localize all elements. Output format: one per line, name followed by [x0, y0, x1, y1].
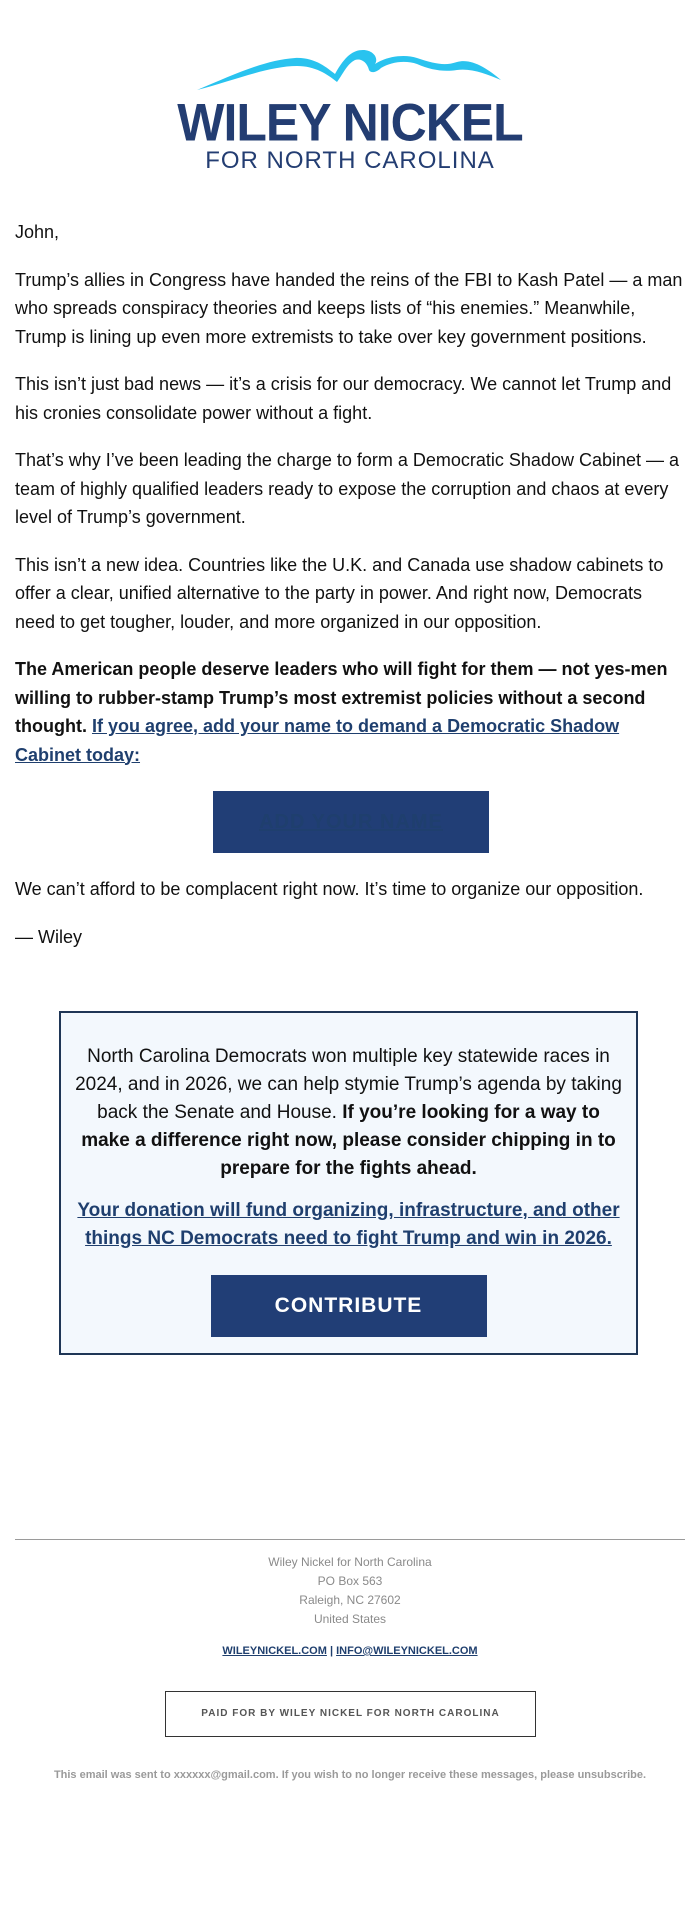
logo-tagline: FOR NORTH CAROLINA [205, 147, 495, 174]
paragraph-1: Trump’s allies in Congress have handed the reins of the FBI to Kash Patel — a man who spreads conspiracy theories and keeps lists of “his enemies.” Meanwhile, Trump is lining up even more extremists to take over key government positions. [15, 269, 683, 347]
donation-box [59, 1011, 638, 1355]
greeting: John, [15, 222, 60, 242]
email-body [15, 218, 687, 970]
footer-links [0, 1645, 700, 1657]
footer-link-separator: | [329, 1645, 334, 1657]
add-name-link[interactable]: If you agree, add your name to demand a Democratic Shadow Cabinet today: [15, 716, 620, 765]
paid-for-disclaimer: PAID FOR BY WILEY NICKEL FOR NORTH CAROLINA [165, 1691, 536, 1737]
donation-fund-link[interactable]: Your donation will fund organizing, infrastructure, and other things NC Democrats need to fight Trump and win in 2026. [77, 1200, 620, 1249]
contribute-button[interactable]: CONTRIBUTE [211, 1275, 487, 1337]
footer-city: Raleigh, NC 27602 [299, 1593, 401, 1607]
paragraph-5-bold: The American people deserve leaders who will fight for them — not yes-men willing to rubber-stamp Trump’s most extremist policies without a second thought. [15, 659, 668, 736]
signoff: — Wiley [15, 926, 82, 947]
footer-country: United States [313, 1612, 387, 1626]
footer-org: Wiley Nickel for North Carolina [268, 1555, 432, 1569]
footer-divider [15, 1539, 685, 1540]
paragraph-2: This isn’t just bad news — it’s a crisis for our democracy. We cannot let Trump and his cronies consolidate power without a fight. [15, 374, 672, 423]
paragraph-6: We can’t afford to be complacent right now. It’s time to organize our opposition. [15, 879, 644, 899]
mountains-icon [195, 44, 505, 92]
cta-wrap [15, 791, 687, 853]
footer-address [0, 1553, 700, 1629]
paragraph-3: That’s why I’ve been leading the charge to form a Democratic Shadow Cabinet — a team of highly qualified leaders ready to expose the corruption and chaos at every level of Trump’s government. [15, 450, 680, 527]
campaign-logo [0, 40, 700, 180]
logo-name: WILEY NICKEL [177, 93, 523, 152]
donation-pitch [71, 1043, 626, 1183]
unsubscribe-notice[interactable]: This email was sent to xxxxxx@gmail.com. If you wish to no longer receive these messages, please unsubscribe. [53, 1769, 647, 1781]
email-link[interactable]: INFO@WILEYNICKEL.COM [336, 1645, 478, 1657]
website-link[interactable]: WILEYNICKEL.COM [222, 1645, 327, 1657]
add-your-name-button[interactable]: ADD YOUR NAME [213, 791, 489, 853]
footer-po-box: PO Box 563 [317, 1574, 383, 1588]
paragraph-4: This isn’t a new idea. Countries like the U.K. and Canada use shadow cabinets to offer a clear, unified alternative to the party in power. And right now, Democrats need to get tougher, louder, and more organized in our opposition. [15, 554, 664, 632]
donation-pitch-bold: If you’re looking for a way to make a difference right now, please consider chipping in to prepare for the fights ahead. [81, 1102, 616, 1179]
paragraph-5 [15, 655, 687, 769]
donation-pitch-plain: North Carolina Democrats won multiple key statewide races in 2024, and in 2026, we can help stymie Trump’s agenda by taking back the Senate and House. [75, 1046, 622, 1123]
